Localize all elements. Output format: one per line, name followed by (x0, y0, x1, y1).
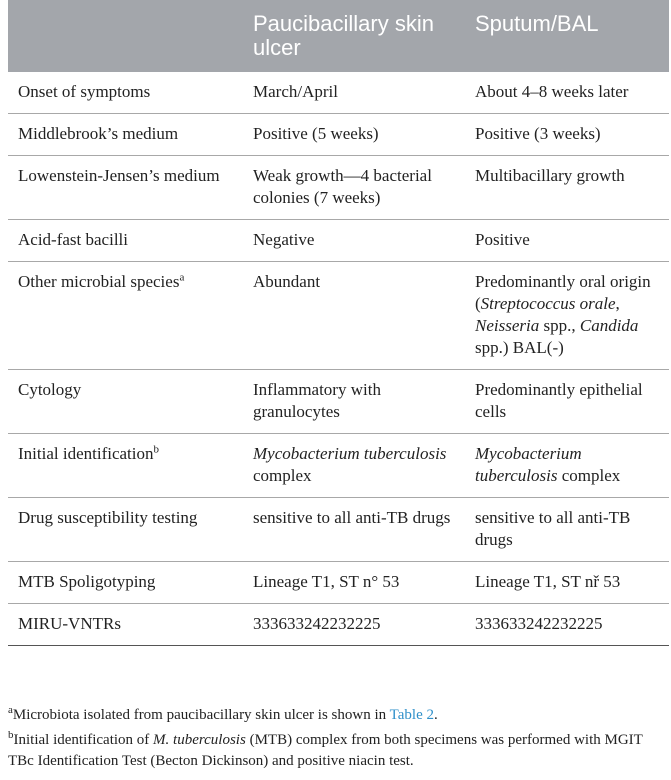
cell-sputum-bal: Multibacillary growth (465, 156, 669, 220)
species-name: Candida (579, 316, 639, 335)
row-label: MIRU-VNTRs (8, 604, 243, 646)
cell-skin-ulcer: Inflammatory with granulocytes (243, 370, 465, 434)
table-row (8, 604, 669, 646)
table-row (8, 562, 669, 604)
table-2-link[interactable]: Table 2 (389, 707, 434, 723)
table-row (8, 156, 669, 220)
table-row (8, 262, 669, 370)
row-label: MTB Spoligotyping (8, 562, 243, 604)
species-name: Streptococcus orale (480, 294, 616, 313)
species-name: M. tuberculosis (153, 732, 246, 748)
table-footnotes (8, 705, 669, 776)
cell-skin-ulcer: 333633242232225 (243, 604, 465, 646)
cell-sputum-bal: sensitive to all anti-TB drugs (465, 498, 669, 562)
table-header-row (8, 0, 669, 72)
cell-skin-ulcer: Weak growth—4 bacterial colonies (7 weeks) (243, 156, 465, 220)
row-label (8, 262, 243, 370)
cell-skin-ulcer: Abundant (243, 262, 465, 370)
row-label (8, 434, 243, 498)
table-row (8, 498, 669, 562)
row-label: Drug susceptibility testing (8, 498, 243, 562)
text-fragment: spp.) BAL(-) (475, 338, 564, 357)
cell-sputum-bal: Lineage T1, ST nř 53 (465, 562, 669, 604)
footnote-b-end: (MTB) complex from both specimens was performed with MGIT TBc Identification Test (Becton Dickinson) and positive niacin test. (8, 732, 643, 769)
header-skin-ulcer: Paucibacillary skin ulcer (243, 0, 465, 72)
table-row (8, 434, 669, 498)
footnote-a (8, 705, 669, 726)
text-fragment: Predominantly oral origin ( (475, 272, 651, 313)
footnote-a-mark: a (8, 704, 13, 716)
footnote-a-end: . (433, 707, 438, 723)
text-fragment: spp., (539, 316, 580, 335)
table-row (8, 370, 669, 434)
cell-skin-ulcer: March/April (243, 72, 465, 114)
header-sputum-bal: Sputum/BAL (465, 0, 669, 72)
cell-sputum-bal: About 4–8 weeks later (465, 72, 669, 114)
footnote-b-mark: b (8, 729, 14, 741)
row-label: Acid-fast bacilli (8, 220, 243, 262)
cell-skin-ulcer: Positive (5 weeks) (243, 114, 465, 156)
species-name: Neisseria (475, 316, 540, 335)
footnote-b (8, 730, 669, 772)
table-row (8, 220, 669, 262)
row-label: Cytology (8, 370, 243, 434)
footnote-mark-a: a (179, 271, 185, 284)
cell-sputum-bal: Predominantly epithelial cells (465, 370, 669, 434)
species-name: Mycobacterium tuberculosis (475, 444, 582, 485)
cell-skin-ulcer: Lineage T1, ST n° 53 (243, 562, 465, 604)
footnote-b-text: Initial identification of (13, 732, 154, 748)
cell-sputum-bal (465, 262, 669, 370)
cell-sputum-bal: Positive (3 weeks) (465, 114, 669, 156)
row-label: Middlebrook’s medium (8, 114, 243, 156)
table-row (8, 72, 669, 114)
text-fragment: complex (253, 466, 312, 485)
row-label-text: Other microbial species (18, 272, 180, 291)
row-label-text: Initial identification (18, 444, 154, 463)
row-label: Lowenstein-Jensen’s medium (8, 156, 243, 220)
cell-sputum-bal (465, 434, 669, 498)
footnote-a-text: Microbiota isolated from paucibacillary skin ulcer is shown in (12, 707, 390, 723)
text-fragment: , (615, 294, 620, 313)
cell-skin-ulcer: sensitive to all anti-TB drugs (243, 498, 465, 562)
cell-skin-ulcer: Negative (243, 220, 465, 262)
row-label: Onset of symptoms (8, 72, 243, 114)
cell-sputum-bal: 333633242232225 (465, 604, 669, 646)
results-table (8, 0, 669, 646)
header-empty (8, 0, 243, 72)
species-name: Mycobacterium tuberculosis (253, 444, 447, 463)
footnote-mark-b: b (153, 443, 159, 456)
table-row (8, 114, 669, 156)
text-fragment: complex (557, 466, 621, 485)
cell-skin-ulcer (243, 434, 465, 498)
cell-sputum-bal: Positive (465, 220, 669, 262)
results-table-container (8, 0, 669, 646)
